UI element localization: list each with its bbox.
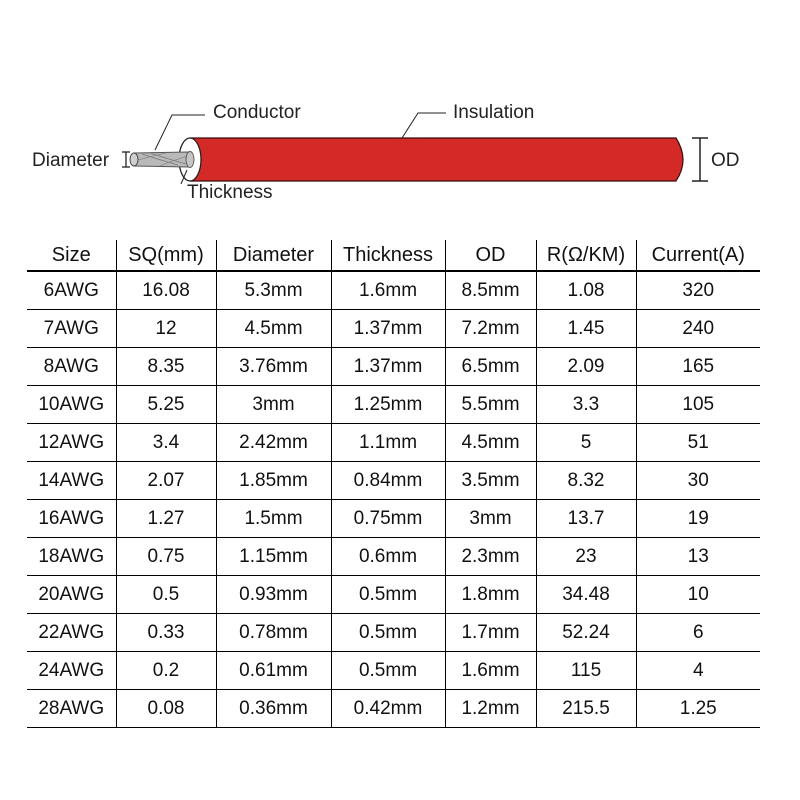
- table-cell-od: 6.5mm: [445, 348, 536, 386]
- table-cell-size: 22AWG: [27, 614, 116, 652]
- table-cell-od: 1.6mm: [445, 652, 536, 690]
- diameter-label: Diameter: [32, 150, 110, 171]
- table-cell-thickness: 0.84mm: [331, 462, 445, 500]
- conductor-label: Conductor: [213, 102, 301, 123]
- table-cell-thickness: 0.5mm: [331, 614, 445, 652]
- table-cell-diameter: 0.93mm: [216, 576, 331, 614]
- conductor-core: [186, 152, 194, 168]
- table-cell-size: 28AWG: [27, 690, 116, 728]
- table-cell-thickness: 1.6mm: [331, 271, 445, 310]
- insulation-label: Insulation: [453, 102, 535, 123]
- table-cell-diameter: 0.36mm: [216, 690, 331, 728]
- table-row: [27, 652, 760, 690]
- insulation-leader: [402, 113, 446, 138]
- table-row: [27, 462, 760, 500]
- table-cell-od: 3.5mm: [445, 462, 536, 500]
- table-cell-resistance: 13.7: [536, 500, 636, 538]
- table-cell-diameter: 0.61mm: [216, 652, 331, 690]
- table-cell-resistance: 52.24: [536, 614, 636, 652]
- table-cell-sq-mm: 0.75: [116, 538, 216, 576]
- table-cell-thickness: 1.25mm: [331, 386, 445, 424]
- table-cell-current: 19: [636, 500, 760, 538]
- table-cell-od: 1.2mm: [445, 690, 536, 728]
- insulation-jacket: [190, 138, 683, 181]
- table-row: [27, 424, 760, 462]
- table-cell-size: 20AWG: [27, 576, 116, 614]
- table-cell-size: 18AWG: [27, 538, 116, 576]
- column-header-thickness: Thickness: [331, 240, 445, 271]
- table-cell-current: 51: [636, 424, 760, 462]
- table-cell-sq-mm: 1.27: [116, 500, 216, 538]
- table-cell-size: 12AWG: [27, 424, 116, 462]
- table-row: [27, 576, 760, 614]
- column-header-od: OD: [445, 240, 536, 271]
- table-row: [27, 310, 760, 348]
- table-cell-current: 10: [636, 576, 760, 614]
- table-cell-resistance: 34.48: [536, 576, 636, 614]
- table-row: [27, 271, 760, 310]
- table-cell-od: 8.5mm: [445, 271, 536, 310]
- table-cell-size: 7AWG: [27, 310, 116, 348]
- table-cell-thickness: 1.1mm: [331, 424, 445, 462]
- table-cell-diameter: 1.85mm: [216, 462, 331, 500]
- wire-diagram: [0, 0, 800, 230]
- thickness-label: Thickness: [187, 182, 273, 203]
- table-cell-sq-mm: 0.2: [116, 652, 216, 690]
- table-cell-diameter: 3.76mm: [216, 348, 331, 386]
- table-cell-size: 10AWG: [27, 386, 116, 424]
- column-header-diameter: Diameter: [216, 240, 331, 271]
- table-cell-diameter: 2.42mm: [216, 424, 331, 462]
- table-cell-sq-mm: 3.4: [116, 424, 216, 462]
- table-cell-size: 14AWG: [27, 462, 116, 500]
- table-cell-size: 8AWG: [27, 348, 116, 386]
- table-cell-od: 4.5mm: [445, 424, 536, 462]
- table-cell-sq-mm: 8.35: [116, 348, 216, 386]
- table-cell-current: 1.25: [636, 690, 760, 728]
- table-row: [27, 614, 760, 652]
- table-cell-thickness: 0.42mm: [331, 690, 445, 728]
- table-cell-od: 7.2mm: [445, 310, 536, 348]
- table-cell-size: 24AWG: [27, 652, 116, 690]
- table-cell-resistance: 1.08: [536, 271, 636, 310]
- table-cell-thickness: 0.6mm: [331, 538, 445, 576]
- table-cell-od: 3mm: [445, 500, 536, 538]
- table-cell-diameter: 1.5mm: [216, 500, 331, 538]
- table-row: [27, 386, 760, 424]
- table-cell-od: 1.7mm: [445, 614, 536, 652]
- table-cell-sq-mm: 0.5: [116, 576, 216, 614]
- column-header-resistance: R(Ω/KM): [536, 240, 636, 271]
- table-cell-current: 320: [636, 271, 760, 310]
- table-row: [27, 538, 760, 576]
- table-cell-current: 105: [636, 386, 760, 424]
- table-cell-od: 2.3mm: [445, 538, 536, 576]
- table-cell-size: 16AWG: [27, 500, 116, 538]
- table-cell-sq-mm: 12: [116, 310, 216, 348]
- table-cell-current: 4: [636, 652, 760, 690]
- table-cell-resistance: 215.5: [536, 690, 636, 728]
- table-cell-thickness: 0.5mm: [331, 576, 445, 614]
- table-cell-resistance: 8.32: [536, 462, 636, 500]
- table-cell-resistance: 2.09: [536, 348, 636, 386]
- table-cell-od: 5.5mm: [445, 386, 536, 424]
- table-cell-size: 6AWG: [27, 271, 116, 310]
- table-cell-sq-mm: 2.07: [116, 462, 216, 500]
- table-cell-current: 6: [636, 614, 760, 652]
- od-label: OD: [711, 150, 740, 171]
- table-cell-thickness: 1.37mm: [331, 310, 445, 348]
- table-cell-sq-mm: 0.33: [116, 614, 216, 652]
- table-cell-diameter: 4.5mm: [216, 310, 331, 348]
- table-cell-resistance: 5: [536, 424, 636, 462]
- table-cell-sq-mm: 5.25: [116, 386, 216, 424]
- column-header-sq-mm: SQ(mm): [116, 240, 216, 271]
- column-header-size: Size: [27, 240, 116, 271]
- table-cell-thickness: 0.75mm: [331, 500, 445, 538]
- table-cell-current: 165: [636, 348, 760, 386]
- table-cell-current: 240: [636, 310, 760, 348]
- column-header-current: Current(A): [636, 240, 760, 271]
- wire-spec-table: [27, 240, 760, 728]
- table-cell-current: 13: [636, 538, 760, 576]
- table-row: [27, 500, 760, 538]
- table-cell-sq-mm: 16.08: [116, 271, 216, 310]
- table-cell-diameter: 5.3mm: [216, 271, 331, 310]
- table-row: [27, 690, 760, 728]
- table-row: [27, 348, 760, 386]
- table-header-row: [27, 240, 760, 271]
- table-cell-resistance: 1.45: [536, 310, 636, 348]
- table-cell-od: 1.8mm: [445, 576, 536, 614]
- table-cell-sq-mm: 0.08: [116, 690, 216, 728]
- conductor-end: [130, 153, 138, 166]
- table-cell-resistance: 3.3: [536, 386, 636, 424]
- table-cell-thickness: 1.37mm: [331, 348, 445, 386]
- table-cell-diameter: 1.15mm: [216, 538, 331, 576]
- table-cell-resistance: 23: [536, 538, 636, 576]
- table-cell-current: 30: [636, 462, 760, 500]
- table-cell-diameter: 0.78mm: [216, 614, 331, 652]
- table-cell-thickness: 0.5mm: [331, 652, 445, 690]
- table-cell-resistance: 115: [536, 652, 636, 690]
- table-cell-diameter: 3mm: [216, 386, 331, 424]
